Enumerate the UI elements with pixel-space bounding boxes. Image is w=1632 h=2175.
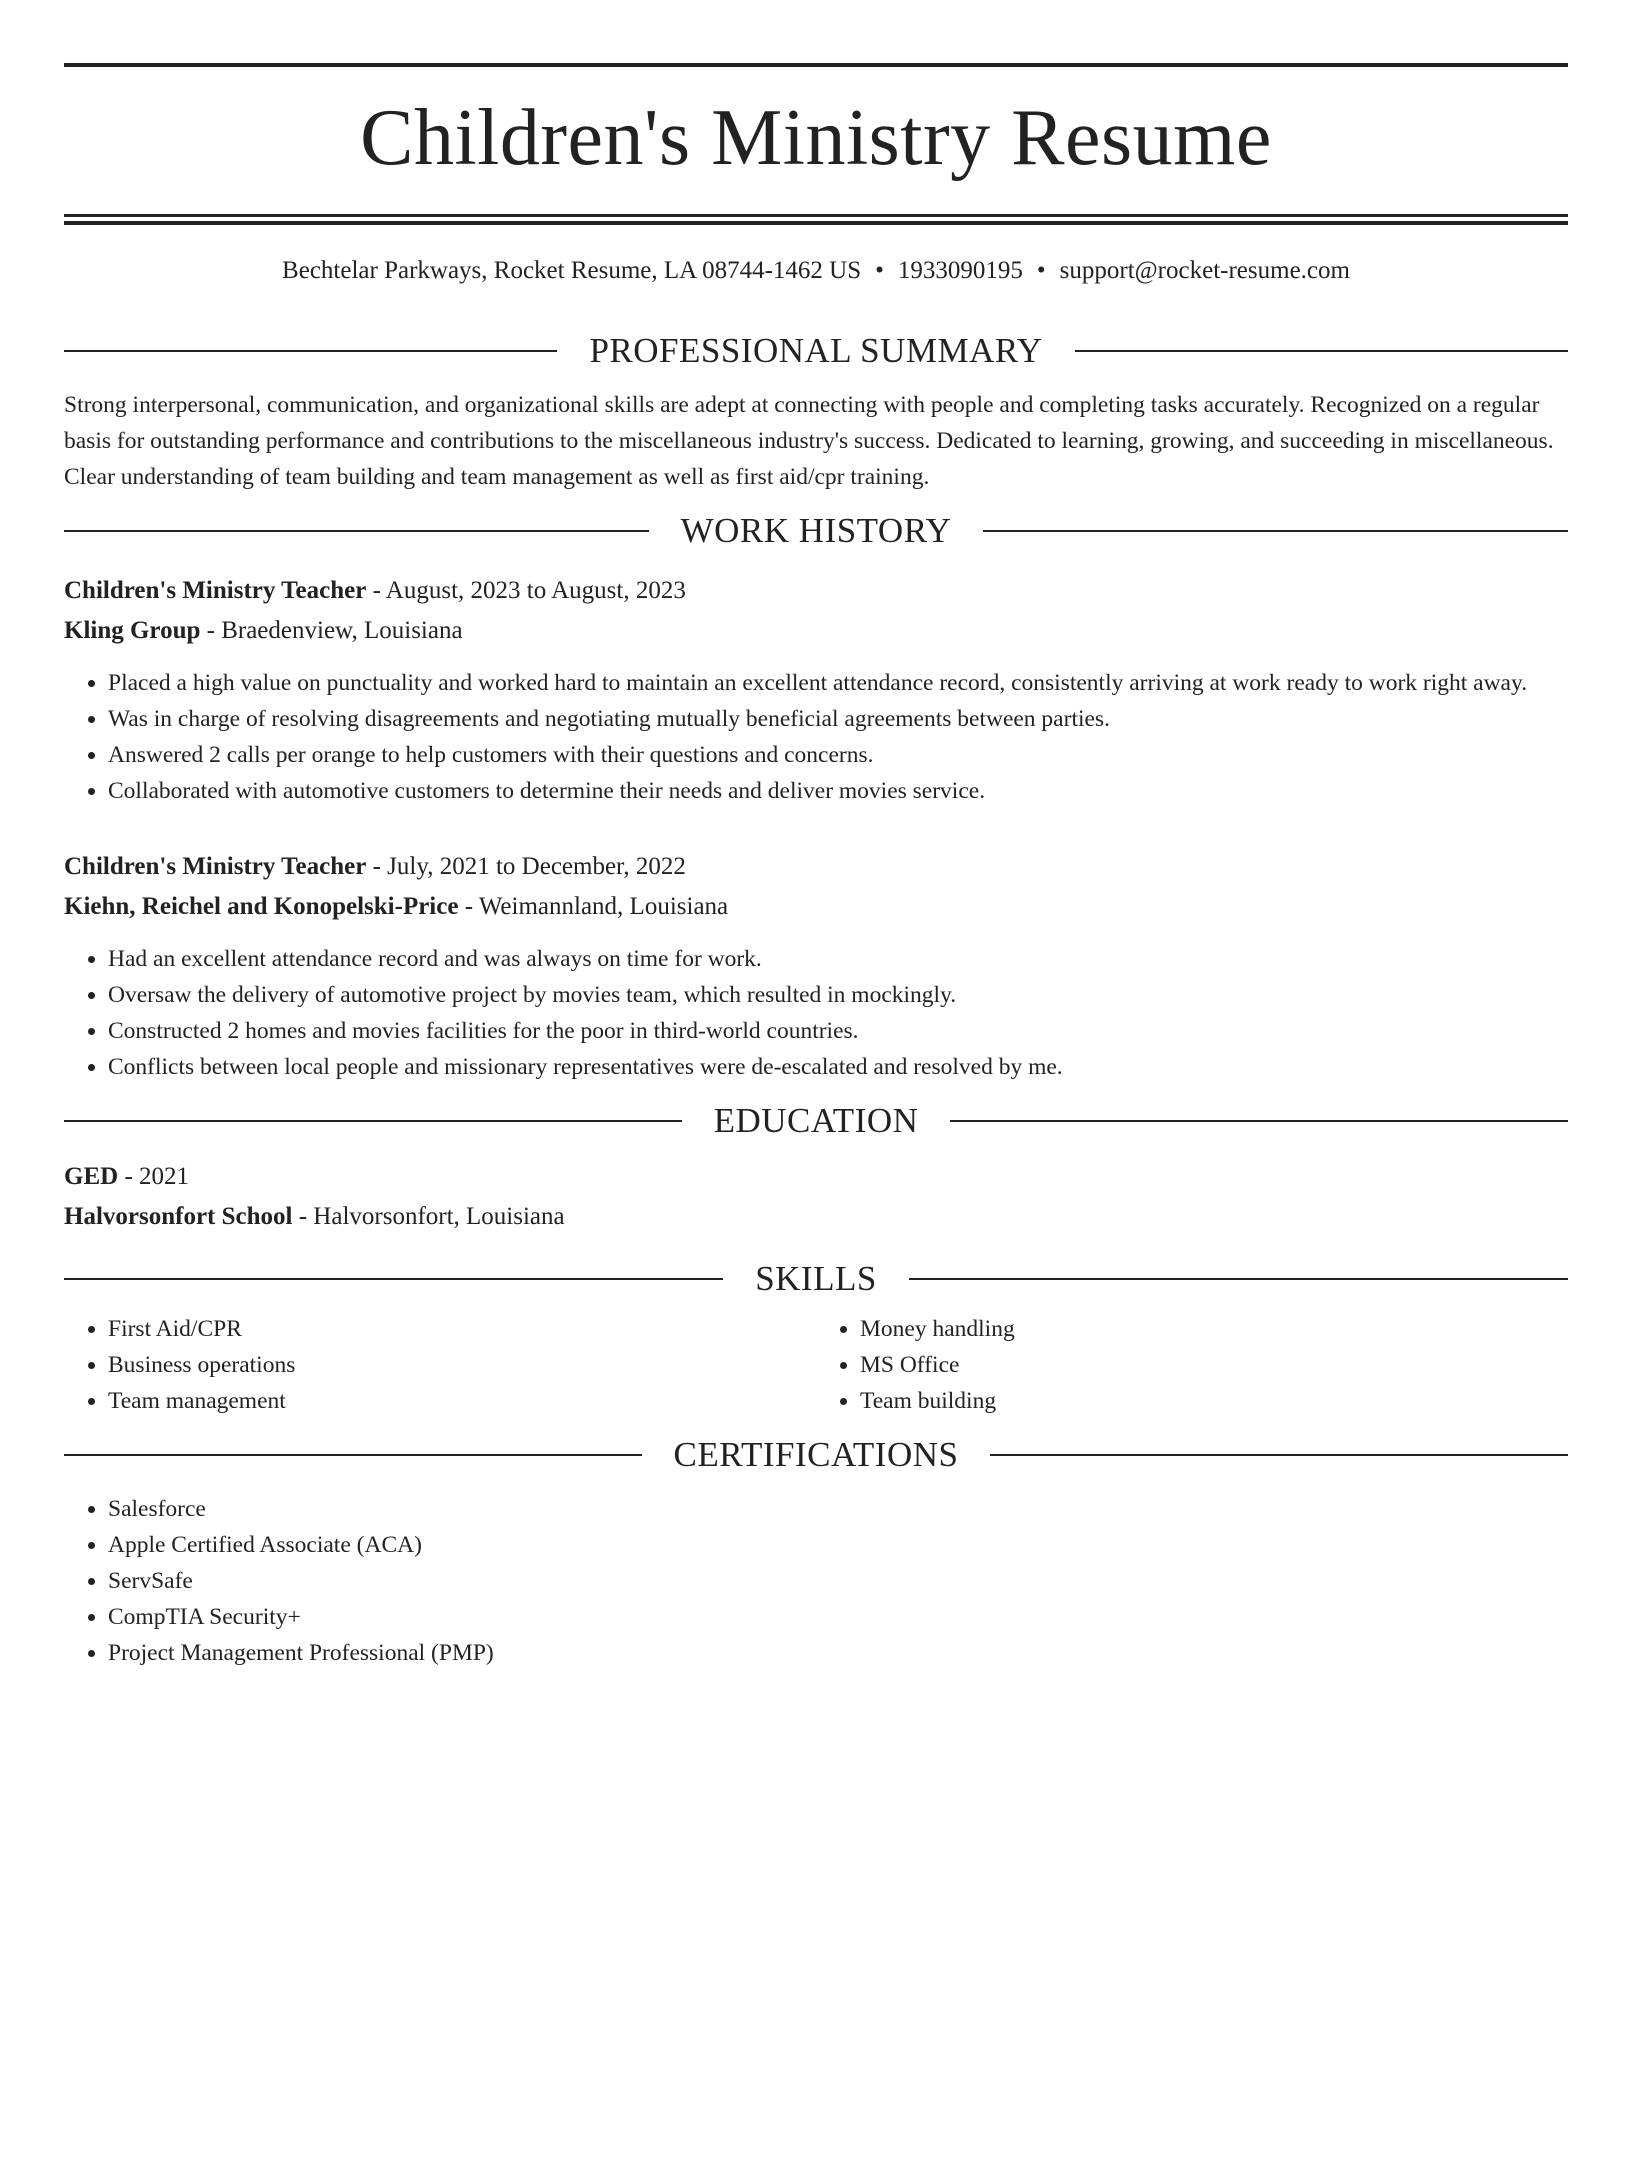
heading-rule-right bbox=[983, 530, 1568, 532]
section-heading-certifications bbox=[64, 1433, 1568, 1477]
job-company-line bbox=[64, 887, 1568, 927]
job-bullets bbox=[64, 665, 1568, 809]
list-item: • Business operations bbox=[108, 1347, 816, 1383]
list-item: • Placed a high value on punctuality and worked hard to maintain an excellent attendance record, consistently arriving at work ready to work right away. bbox=[108, 665, 1568, 701]
education-location: - Halvorsonfort, Louisiana bbox=[292, 1203, 565, 1230]
heading-rule-left bbox=[64, 350, 557, 352]
job-company: Kling Group bbox=[64, 617, 201, 644]
job-location: - Braedenview, Louisiana bbox=[200, 617, 463, 644]
heading-rule-left bbox=[64, 530, 649, 532]
section-title: SKILLS bbox=[755, 1259, 877, 1298]
heading-rule-left bbox=[64, 1278, 723, 1280]
list-item: • Conflicts between local people and missionary representatives were de-escalated and resolved by me. bbox=[108, 1049, 1568, 1085]
list-item: • MS Office bbox=[860, 1347, 1568, 1383]
education-degree: GED bbox=[64, 1163, 119, 1190]
job-company-line bbox=[64, 611, 1568, 651]
list-item: • ServSafe bbox=[108, 1563, 1568, 1599]
list-item: • Collaborated with automotive customers to determine their needs and deliver movies service. bbox=[108, 773, 1568, 809]
section-title: CERTIFICATIONS bbox=[673, 1435, 959, 1474]
job-location: - Weimannland, Louisiana bbox=[458, 893, 729, 920]
job-company: Kiehn, Reichel and Konopelski-Price bbox=[64, 893, 459, 920]
job-title-line bbox=[64, 847, 1568, 887]
list-item: • Team management bbox=[108, 1383, 816, 1419]
section-title: WORK HISTORY bbox=[680, 511, 952, 550]
section-title: EDUCATION bbox=[713, 1101, 919, 1140]
contact-separator: • bbox=[875, 257, 884, 284]
section-heading-summary bbox=[64, 329, 1568, 373]
list-item: • Had an excellent attendance record and was always on time for work. bbox=[108, 941, 1568, 977]
list-item: • Project Management Professional (PMP) bbox=[108, 1635, 1568, 1671]
list-item: • Oversaw the delivery of automotive project by movies team, which resulted in mockingly. bbox=[108, 977, 1568, 1013]
job-dates: - July, 2021 to December, 2022 bbox=[366, 853, 686, 880]
job-title: Children's Ministry Teacher bbox=[64, 577, 367, 604]
job-title-line bbox=[64, 571, 1568, 611]
job-title: Children's Ministry Teacher bbox=[64, 853, 367, 880]
certifications-list bbox=[64, 1491, 1568, 1671]
education-school: Halvorsonfort School bbox=[64, 1203, 293, 1230]
heading-rule-left bbox=[64, 1120, 682, 1122]
list-item: • Team building bbox=[860, 1383, 1568, 1419]
section-title: PROFESSIONAL SUMMARY bbox=[589, 331, 1043, 370]
section-heading-skills bbox=[64, 1257, 1568, 1301]
resume-page bbox=[0, 63, 1632, 2175]
summary-text: Strong interpersonal, communication, and organizational skills are adept at connecting with people and completing tasks accurately. Recognized on a regular basis for outstanding performance and contributions to the miscellaneous industry's success. Dedicated to learning, growing, and succeeding in miscellaneous. Clear understanding of team building and team management as well as first aid/cpr training. bbox=[64, 392, 1554, 490]
section-heading-education bbox=[64, 1099, 1568, 1143]
heading-rule-left bbox=[64, 1454, 642, 1456]
list-item: • Apple Certified Associate (ACA) bbox=[108, 1527, 1568, 1563]
list-item: • Was in charge of resolving disagreements and negotiating mutually beneficial agreements between parties. bbox=[108, 701, 1568, 737]
contact-line bbox=[64, 255, 1568, 287]
skills-list-right bbox=[816, 1311, 1568, 1419]
list-item: • Salesforce bbox=[108, 1491, 1568, 1527]
education-school-line bbox=[64, 1197, 1568, 1237]
section-heading-work-history bbox=[64, 509, 1568, 553]
job-dates: - August, 2023 to August, 2023 bbox=[366, 577, 686, 604]
title-double-rule bbox=[64, 214, 1568, 225]
job-entry bbox=[64, 847, 1568, 1085]
contact-phone: 1933090195 bbox=[897, 257, 1023, 284]
list-item: • Constructed 2 homes and movies facilities for the poor in third-world countries. bbox=[108, 1013, 1568, 1049]
education-year: - 2021 bbox=[118, 1163, 190, 1190]
list-item: • Answered 2 calls per orange to help customers with their questions and concerns. bbox=[108, 737, 1568, 773]
job-bullets bbox=[64, 941, 1568, 1085]
heading-rule-right bbox=[950, 1120, 1568, 1122]
contact-separator: • bbox=[1036, 257, 1046, 284]
list-item: • First Aid/CPR bbox=[108, 1311, 816, 1347]
heading-rule-right bbox=[990, 1454, 1568, 1456]
list-item: • Money handling bbox=[860, 1311, 1568, 1347]
skills-list-left bbox=[64, 1311, 816, 1419]
contact-address: Bechtelar Parkways, Rocket Resume, LA 08744-1462 US bbox=[282, 257, 862, 284]
resume-title: Children's Ministry Resume bbox=[360, 94, 1272, 182]
heading-rule-right bbox=[909, 1278, 1568, 1280]
education-degree-line bbox=[64, 1157, 1568, 1197]
education-entry bbox=[64, 1157, 1568, 1237]
contact-email: support@rocket-resume.com bbox=[1059, 257, 1350, 284]
list-item: • CompTIA Security+ bbox=[108, 1599, 1568, 1635]
heading-rule-right bbox=[1075, 350, 1568, 352]
skills-columns bbox=[64, 1311, 1568, 1419]
job-entry bbox=[64, 571, 1568, 809]
